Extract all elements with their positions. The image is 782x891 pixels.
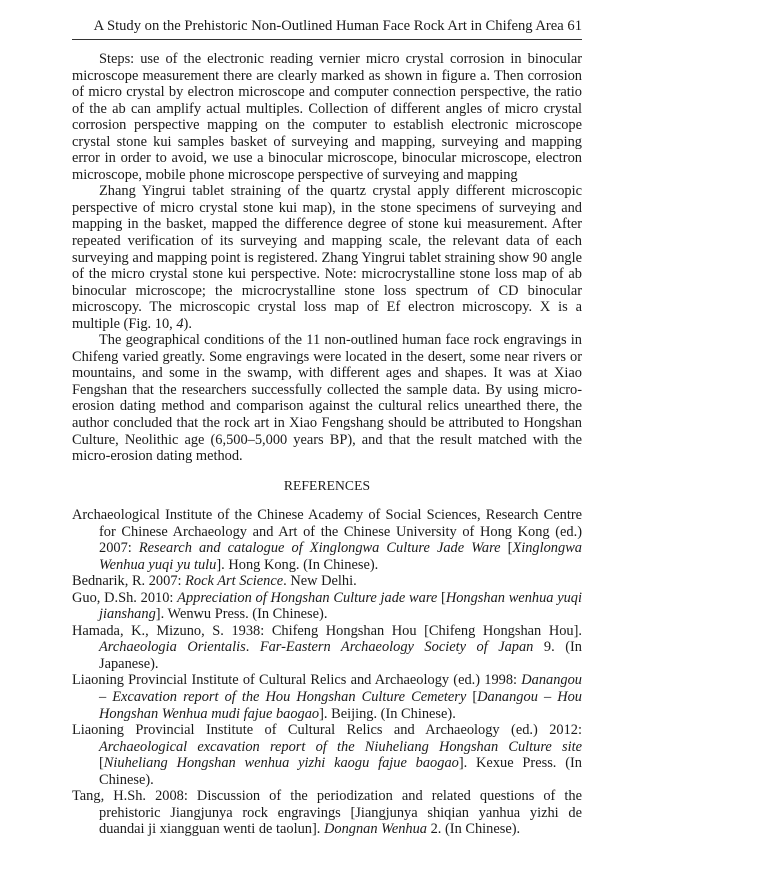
ref-title: Archaeological excavation report of the Niuheliang Hongshan Culture site (99, 738, 582, 755)
reference-item (72, 788, 582, 838)
running-head: A Study on the Prehistoric Non-Outlined Human Face Rock Art in Chifeng Area 61 (93, 18, 582, 34)
ref-title: Research and catalogue of Xinglongwa Culture Jade Ware (138, 540, 501, 557)
reference-item (72, 722, 582, 788)
ref-pub: 9. (In Japanese). (99, 639, 582, 672)
ref-author: Tang, H.Sh. 2008: Discussion of the periodization and related questions of the prehistoric Jiangjunya rock engravings [Jiangjunya shiqian yanhua yizhi de duandai ji xiangguan wenti de taolun]. (72, 788, 582, 838)
paragraph-zhang-yingrui (72, 183, 582, 332)
paragraph-geographical: The geographical conditions of the 11 non-outlined human face rock engravings in Chifeng varied greatly. Some engravings were located in the desert, some near rivers or mountains, and some in the swamp, with different ages and shapes. It was at Xiao Fengshan that the researchers successfully collected the sample data. By using micro-erosion dating method and comparison against the cultural relics unearthed there, the author concluded that the rock art in Xiao Fengshang should be attributed to Hongshan Culture, Neolithic age (6,500–5,000 years BP), and that the result matched with the micro-erosion dating method. (72, 332, 582, 465)
header-rule (72, 39, 582, 40)
ref-author: Hamada, K., Mizuno, S. 1938: Chifeng Hongshan Hou [Chifeng Hongshan Hou]. (72, 622, 582, 639)
ref-journal: Dongnan Wenhua (324, 821, 427, 838)
reference-item (72, 623, 582, 673)
ref-sep: [ (437, 589, 446, 606)
ref-title: Rock Art Science (185, 573, 284, 590)
reference-item (72, 573, 582, 590)
ref-title: Archaeologia Orientalis (99, 639, 246, 656)
ref-pub: ]. Wenwu Press. (In Chinese). (155, 606, 328, 623)
ref-sep: [ (466, 689, 478, 706)
reference-item (72, 590, 582, 623)
ref-translit: Hongshan wenhua yuqi jianshang (99, 589, 582, 623)
paragraph-steps: Steps: use of the electronic reading vernier micro crystal corrosion in binocular microscope measurement there are clearly marked as shown in figure a. Then corrosion of micro crystal by electron microscope and computer connection perspective, the ratio of the ab can amplify actual multiples. Collection of different angles of micro crystal corrosion perspective mapping on the computer to establish electronic microscope crystal stone kui samples basket of surveying and mapping, surveying and mapping error in order to avoid, we use a binocular microscope, binocular microscope, electron microscope, mobile phone microscope perspective of surveying and mapping (72, 51, 582, 183)
ref-translit: Xinglongwa Wenhua yuqi yu tulu (99, 540, 582, 573)
ref-author: Liaoning Provincial Institute of Cultural Relics and Archaeology (ed.) 2012: (72, 722, 582, 739)
reference-item (72, 672, 582, 722)
ref-pub: ]. Hong Kong. (In Chinese). (216, 556, 379, 573)
ref-journal: Far-Eastern Archaeology Society of Japan (259, 639, 534, 656)
ref-author: Archaeological Institute of the Chinese Academy of Social Sciences, Research Centre for Chinese Archaeology and Art of the Chinese University of Hong Kong (ed.) 2007: (72, 507, 582, 557)
reference-item (72, 507, 582, 573)
ref-sep: [ (99, 755, 104, 772)
ref-pub: 2. (In Chinese). (427, 821, 521, 838)
ref-pub: ]. Kexue Press. (In Chinese). (99, 755, 582, 788)
ref-translit: Niuheliang Hongshan wenhua yizhi kaogu fajue baogao (103, 755, 459, 772)
paragraph-end: ). (183, 315, 192, 332)
references-heading: REFERENCES (283, 478, 371, 493)
paragraph-text: Zhang Yingrui tablet straining of the quartz crystal apply different microscopic perspective of micro crystal stone kui map), in the stone specimens of surveying and mapping in the basket, mapped the difference degree of stone kui measurement. After repeated verification of its surveying and mapping scale, the relevant data of each surveying and mapping point is registered. Zhang Yingrui tablet straining show 90 angle of the micro crystal stone kui perspective. Note: microcrystalline stone loss map of ab binocular microscope; the microcrystalline stone loss spectrum of CD binocular microscopy. The microscopic crystal loss map of Ef electron microscopy. X is a multiple (Fig. 10, (72, 183, 582, 332)
ref-author: Liaoning Provincial Institute of Cultural Relics and Archaeology (ed.) 1998: (72, 672, 522, 689)
ref-sep: . (245, 639, 260, 656)
ref-pub: ]. Beijing. (In Chinese). (319, 705, 456, 722)
ref-author: Guo, D.Sh. 2010: (72, 589, 178, 606)
ref-title: Danangou – Excavation report of the Hou Hongshan Culture Cemetery (99, 672, 582, 706)
references-list (72, 507, 582, 838)
ref-author: Bednarik, R. 2007: (72, 573, 186, 590)
ref-sep: [ (500, 540, 513, 557)
figure-ref-italic: 4 (176, 315, 184, 332)
ref-pub: . New Delhi. (283, 573, 357, 590)
ref-translit: Danangou – Hou Hongshan Wenhua mudi fajue baogao (99, 689, 583, 722)
ref-title: Appreciation of Hongshan Culture jade ware (177, 589, 438, 606)
body-text (72, 51, 582, 465)
